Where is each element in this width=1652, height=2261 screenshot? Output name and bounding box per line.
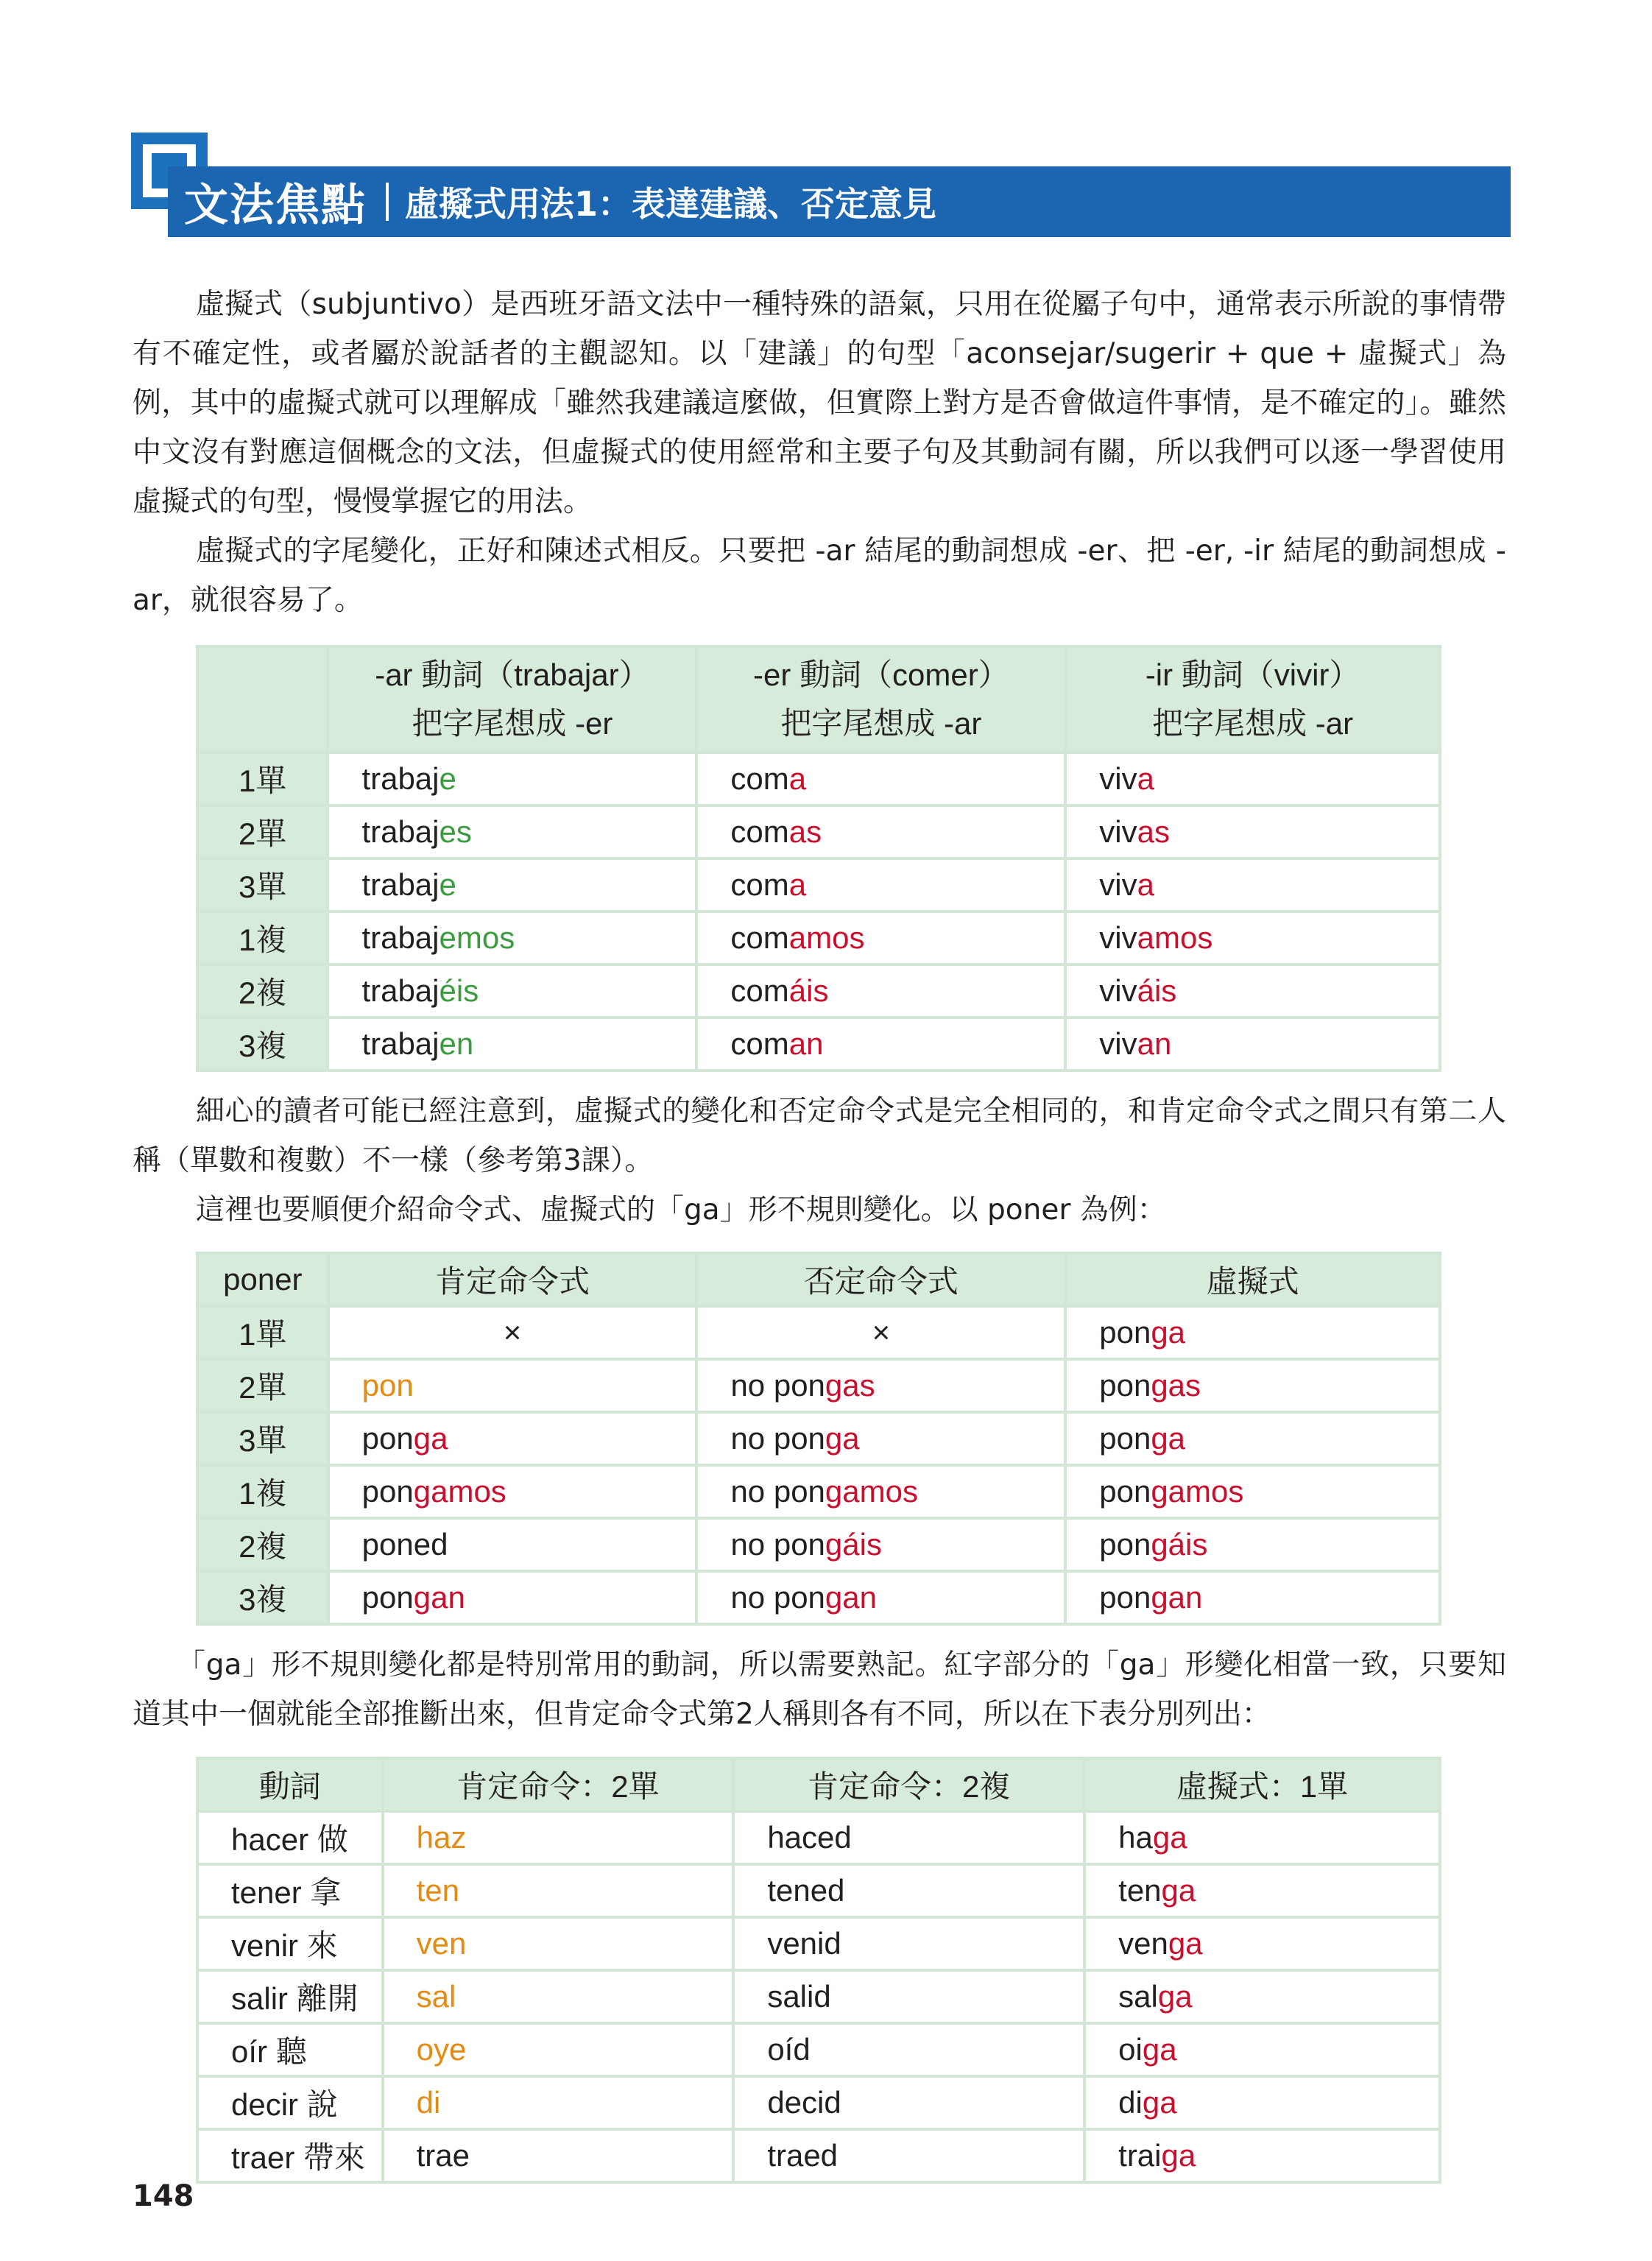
column-header: poner <box>197 1253 328 1306</box>
column-header: 虛擬式 <box>1065 1253 1440 1306</box>
table-corner <box>197 646 328 752</box>
table-row <box>197 752 1440 805</box>
word-stem: pon <box>361 1421 414 1456</box>
person-label: 3單 <box>197 858 328 911</box>
er-form <box>696 964 1065 1017</box>
word-stem: viv <box>1099 920 1137 955</box>
table-row <box>197 911 1440 964</box>
word-stem: trabaj <box>361 761 440 796</box>
verb-cell: salir 離開 <box>197 1970 383 2023</box>
subjunctive-form <box>1065 1571 1440 1624</box>
word-stem: oi <box>1118 2032 1143 2067</box>
aff-2p-form <box>733 2076 1084 2129</box>
column-header: 否定命令式 <box>696 1253 1065 1306</box>
word: ven <box>416 1926 467 1961</box>
word-stem: pon <box>361 1474 414 1509</box>
word-ending: a <box>1137 761 1154 796</box>
word-stem: trabaj <box>361 867 440 902</box>
ar-form <box>328 858 696 911</box>
word-stem: no pon <box>730 1527 825 1562</box>
word: decid <box>767 2085 841 2120</box>
table-row <box>197 964 1440 1017</box>
word-stem: pon <box>1099 1368 1151 1403</box>
word-ending: an <box>788 1026 824 1061</box>
aff-2p-form <box>733 1811 1084 1864</box>
person-label: 1複 <box>197 1465 328 1518</box>
ir-form <box>1065 858 1440 911</box>
word-ending: an <box>1137 1026 1172 1061</box>
ar-form <box>328 752 696 805</box>
person-label: 3單 <box>197 1412 328 1465</box>
endings-paragraph: 虛擬式的字尾變化，正好和陳述式相反。只要把 -ar 結尾的動詞想成 -er、把 -er, -ir 結尾的動詞想成 -ar，就很容易了。 <box>133 535 1506 617</box>
aff-2p-form <box>733 1970 1084 2023</box>
column-header: 動詞 <box>197 1758 383 1811</box>
affirmative-form <box>328 1412 697 1465</box>
word-stem: pon <box>1099 1421 1151 1456</box>
note-paragraph: 這裡也要順便介紹命令式、虛擬式的「ga」形不規則變化。以 poner 為例： <box>196 1193 1166 1227</box>
ir-form <box>1065 1017 1440 1070</box>
subjunctive-form <box>1065 1412 1440 1465</box>
word-stem: no pon <box>730 1368 825 1403</box>
negative-form <box>696 1412 1065 1465</box>
header-line: -er 動詞（comer） <box>752 657 1009 692</box>
word: salid <box>767 1979 831 2014</box>
aff-2s-form <box>383 2076 734 2129</box>
conjugation-table-poner <box>196 1252 1441 1626</box>
word-stem: com <box>730 973 789 1008</box>
word-stem: pon <box>1099 1527 1151 1562</box>
aff-2s-form <box>383 2129 734 2182</box>
er-form <box>696 911 1065 964</box>
ir-form <box>1065 964 1440 1017</box>
word-ending: ga <box>1152 1820 1187 1855</box>
header-line: -ir 動詞（vivir） <box>1145 657 1360 692</box>
person-label: 2複 <box>197 964 328 1017</box>
word-stem: trabaj <box>361 814 440 849</box>
subjunctive-form <box>1065 1359 1440 1412</box>
table-header-row <box>197 646 1440 752</box>
word: × <box>872 1315 891 1350</box>
word-ending: ga <box>1161 2138 1196 2173</box>
aff-2p-form <box>733 1864 1084 1917</box>
er-form <box>696 805 1065 858</box>
table-row <box>197 1970 1440 2023</box>
er-form <box>696 752 1065 805</box>
ir-form <box>1065 911 1440 964</box>
table-row <box>197 1917 1440 1970</box>
negative-form <box>696 1359 1065 1412</box>
header-line: 把字尾想成 -ar <box>1152 706 1354 741</box>
subj-1s-form <box>1084 2023 1440 2076</box>
word-ending: ga <box>1151 1315 1186 1350</box>
word-stem: pon <box>1099 1580 1151 1615</box>
person-label: 2單 <box>197 805 328 858</box>
subj-1s-form <box>1084 2129 1440 2182</box>
column-header-er <box>696 646 1065 752</box>
word-stem: sal <box>1118 1979 1158 2014</box>
word-stem: trabaj <box>361 1026 440 1061</box>
word: di <box>416 2085 441 2120</box>
verb-cell: hacer 做 <box>197 1811 383 1864</box>
person-label: 2複 <box>197 1518 328 1571</box>
table-row <box>197 1412 1440 1465</box>
verb-cell: tener 拿 <box>197 1864 383 1917</box>
section-subtitle: 虛擬式用法1：表達建議、否定意見 <box>405 184 937 224</box>
word-ending: gas <box>1151 1368 1201 1403</box>
table-row <box>197 1864 1440 1917</box>
subj-1s-form <box>1084 1970 1440 2023</box>
word-ending: gáis <box>825 1527 882 1562</box>
subj-1s-form <box>1084 1864 1440 1917</box>
affirmative-form <box>328 1571 697 1624</box>
aff-2p-form <box>733 2129 1084 2182</box>
negative-form <box>696 1465 1065 1518</box>
column-header: 肯定命令式 <box>328 1253 697 1306</box>
word-ending: gamos <box>1151 1474 1244 1509</box>
word-stem: trabaj <box>361 973 440 1008</box>
aff-2p-form <box>733 1917 1084 1970</box>
word-ending: amos <box>788 920 865 955</box>
word: × <box>503 1315 522 1350</box>
aff-2s-form <box>383 1811 734 1864</box>
note3-block <box>133 1640 1506 1739</box>
aff-2s-form <box>383 2023 734 2076</box>
er-form <box>696 1017 1065 1070</box>
table-row <box>197 2129 1440 2182</box>
ar-form <box>328 964 696 1017</box>
word: oye <box>416 2032 467 2067</box>
person-label: 3複 <box>197 1571 328 1624</box>
word: poned <box>361 1527 448 1562</box>
word-stem: no pon <box>730 1474 825 1509</box>
word-stem: com <box>730 814 789 849</box>
table-row <box>197 2023 1440 2076</box>
table-row <box>197 1306 1440 1359</box>
subj-1s-form <box>1084 1811 1440 1864</box>
aff-2p-form <box>733 2023 1084 2076</box>
word: venid <box>767 1926 841 1961</box>
word-ending: áis <box>1137 973 1177 1008</box>
word: sal <box>416 1979 456 2014</box>
table-header-row <box>197 1253 1440 1306</box>
verb-cell: decir 說 <box>197 2076 383 2129</box>
word: oíd <box>767 2032 811 2067</box>
column-header-ar <box>328 646 696 752</box>
word-stem: viv <box>1099 1026 1137 1061</box>
word-ending: es <box>439 814 472 849</box>
table-header-row <box>197 1758 1440 1811</box>
ga-verbs-table <box>196 1757 1441 2184</box>
word-ending: ga <box>1161 1873 1196 1908</box>
word-ending: gan <box>825 1580 877 1615</box>
word-ending: gamos <box>825 1474 918 1509</box>
affirmative-form <box>328 1465 697 1518</box>
subjunctive-form <box>1065 1306 1440 1359</box>
aff-2s-form <box>383 1917 734 1970</box>
verb-cell: traer 帶來 <box>197 2129 383 2182</box>
affirmative-form <box>328 1518 697 1571</box>
aff-2s-form <box>383 1864 734 1917</box>
intro-block <box>133 280 1506 625</box>
word-ending: e <box>439 867 456 902</box>
word-stem: viv <box>1099 973 1137 1008</box>
word-ending: e <box>439 761 456 796</box>
word-ending: ga <box>1157 1979 1193 2014</box>
person-label: 3複 <box>197 1017 328 1070</box>
word-ending: ga <box>1142 2085 1177 2120</box>
word-stem: di <box>1118 2085 1143 2120</box>
ar-form <box>328 805 696 858</box>
word-stem: pon <box>1099 1315 1151 1350</box>
ar-form <box>328 1017 696 1070</box>
word-ending: emos <box>439 920 515 955</box>
negative-form <box>696 1518 1065 1571</box>
affirmative-form <box>328 1359 697 1412</box>
word-stem: viv <box>1099 867 1137 902</box>
table-row <box>197 805 1440 858</box>
conjugation-table-regular <box>196 645 1441 1072</box>
word-stem: trai <box>1118 2138 1162 2173</box>
word-ending: en <box>439 1026 474 1061</box>
word-stem: ha <box>1118 1820 1153 1855</box>
word: traed <box>767 2138 839 2173</box>
word-ending: ga <box>413 1421 448 1456</box>
word-ending: éis <box>439 973 479 1008</box>
word-ending: amos <box>1137 920 1213 955</box>
ar-form <box>328 911 696 964</box>
ir-form <box>1065 752 1440 805</box>
word-stem: ven <box>1118 1926 1168 1961</box>
table-row <box>197 1518 1440 1571</box>
word: haced <box>767 1820 852 1855</box>
header-line: 把字尾想成 -ar <box>780 706 982 741</box>
word: pon <box>361 1368 414 1403</box>
person-label: 1單 <box>197 752 328 805</box>
table-row <box>197 858 1440 911</box>
person-label: 1單 <box>197 1306 328 1359</box>
table-row <box>197 1017 1440 1070</box>
column-header: 虛擬式：1單 <box>1084 1758 1440 1811</box>
word-ending: ga <box>1151 1421 1186 1456</box>
ir-form <box>1065 805 1440 858</box>
table-row <box>197 1359 1440 1412</box>
word-ending: a <box>788 761 807 796</box>
table-row <box>197 1571 1440 1624</box>
header-line: -ar 動詞（trabajar） <box>375 657 650 692</box>
word-stem: ten <box>1118 1873 1162 1908</box>
word-ending: gamos <box>413 1474 506 1509</box>
note-paragraph: 細心的讀者可能已經注意到，虛擬式的變化和否定命令式是完全相同的，和肯定命令式之間只有第二人稱（單數和複數）不一樣（參考第3課）。 <box>133 1095 1506 1177</box>
person-label: 2單 <box>197 1359 328 1412</box>
word: haz <box>416 1820 467 1855</box>
word-ending: a <box>788 867 807 902</box>
subj-1s-form <box>1084 2076 1440 2129</box>
word-stem: pon <box>361 1580 414 1615</box>
subjunctive-form <box>1065 1518 1440 1571</box>
word-ending: ga <box>825 1421 860 1456</box>
word-stem: no pon <box>730 1580 825 1615</box>
word-ending: áis <box>788 973 829 1008</box>
header-line: 把字尾想成 -er <box>412 706 613 741</box>
verb-cell: venir 來 <box>197 1917 383 1970</box>
negative-form <box>696 1306 1065 1359</box>
word-stem: no pon <box>730 1421 825 1456</box>
verb-cell: oír 聽 <box>197 2023 383 2076</box>
subj-1s-form <box>1084 1917 1440 1970</box>
person-label: 1複 <box>197 911 328 964</box>
er-form <box>696 858 1065 911</box>
column-header-ir <box>1065 646 1440 752</box>
word-ending: gas <box>825 1368 875 1403</box>
negative-form <box>696 1571 1065 1624</box>
page-number: 148 <box>133 2179 194 2213</box>
word-ending: ga <box>1168 1926 1203 1961</box>
word-ending: gan <box>413 1580 465 1615</box>
word-ending: gáis <box>1151 1527 1208 1562</box>
word-stem: com <box>730 920 789 955</box>
column-header: 肯定命令：2複 <box>733 1758 1084 1811</box>
word-ending: ga <box>1142 2032 1177 2067</box>
section-header <box>168 166 1511 237</box>
column-header: 肯定命令：2單 <box>383 1758 734 1811</box>
word-stem: com <box>730 1026 789 1061</box>
notes-block <box>133 1087 1506 1235</box>
word-stem: trabaj <box>361 920 440 955</box>
word-stem: viv <box>1099 761 1137 796</box>
table-row <box>197 1465 1440 1518</box>
header-divider <box>386 183 389 221</box>
note-paragraph: 「ga」形不規則變化都是特別常用的動詞，所以需要熟記。紅字部分的「ga」形變化相當一致，只要知道其中一個就能全部推斷出來，但肯定命令式第2人稱則各有不同，所以在下表分別列出： <box>133 1648 1506 1731</box>
subjunctive-form <box>1065 1465 1440 1518</box>
section-title: 文法焦點 <box>184 180 367 231</box>
word-stem: com <box>730 867 789 902</box>
word-ending: a <box>1137 867 1154 902</box>
table-row <box>197 1811 1440 1864</box>
word-ending: gan <box>1151 1580 1203 1615</box>
word-ending: as <box>1137 814 1170 849</box>
affirmative-form <box>328 1306 697 1359</box>
word-stem: pon <box>1099 1474 1151 1509</box>
intro-paragraph: 虛擬式（subjuntivo）是西班牙語文法中一種特殊的語氣，只用在從屬子句中，通常表示所說的事情帶有不確定性，或者屬於說話者的主觀認知。以「建議」的句型「aconsejar/sugerir + que + 虛擬式」為例，其中的虛擬式就可以理解成「雖然我建議這麼做，但實際上對方是否會做這件事情，是不確定的」。雖然中文沒有對應這個概念的文法，但虛擬式的使用經常和主要子句及其動詞有關，所以我們可以逐一學習使用虛擬式的句型，慢慢掌握它的用法。 <box>133 288 1506 518</box>
word: tened <box>767 1873 845 1908</box>
word: ten <box>416 1873 460 1908</box>
word-stem: com <box>730 761 789 796</box>
aff-2s-form <box>383 1970 734 2023</box>
word-ending: as <box>788 814 822 849</box>
table-row <box>197 2076 1440 2129</box>
word-stem: viv <box>1099 814 1137 849</box>
word: trae <box>416 2138 470 2173</box>
